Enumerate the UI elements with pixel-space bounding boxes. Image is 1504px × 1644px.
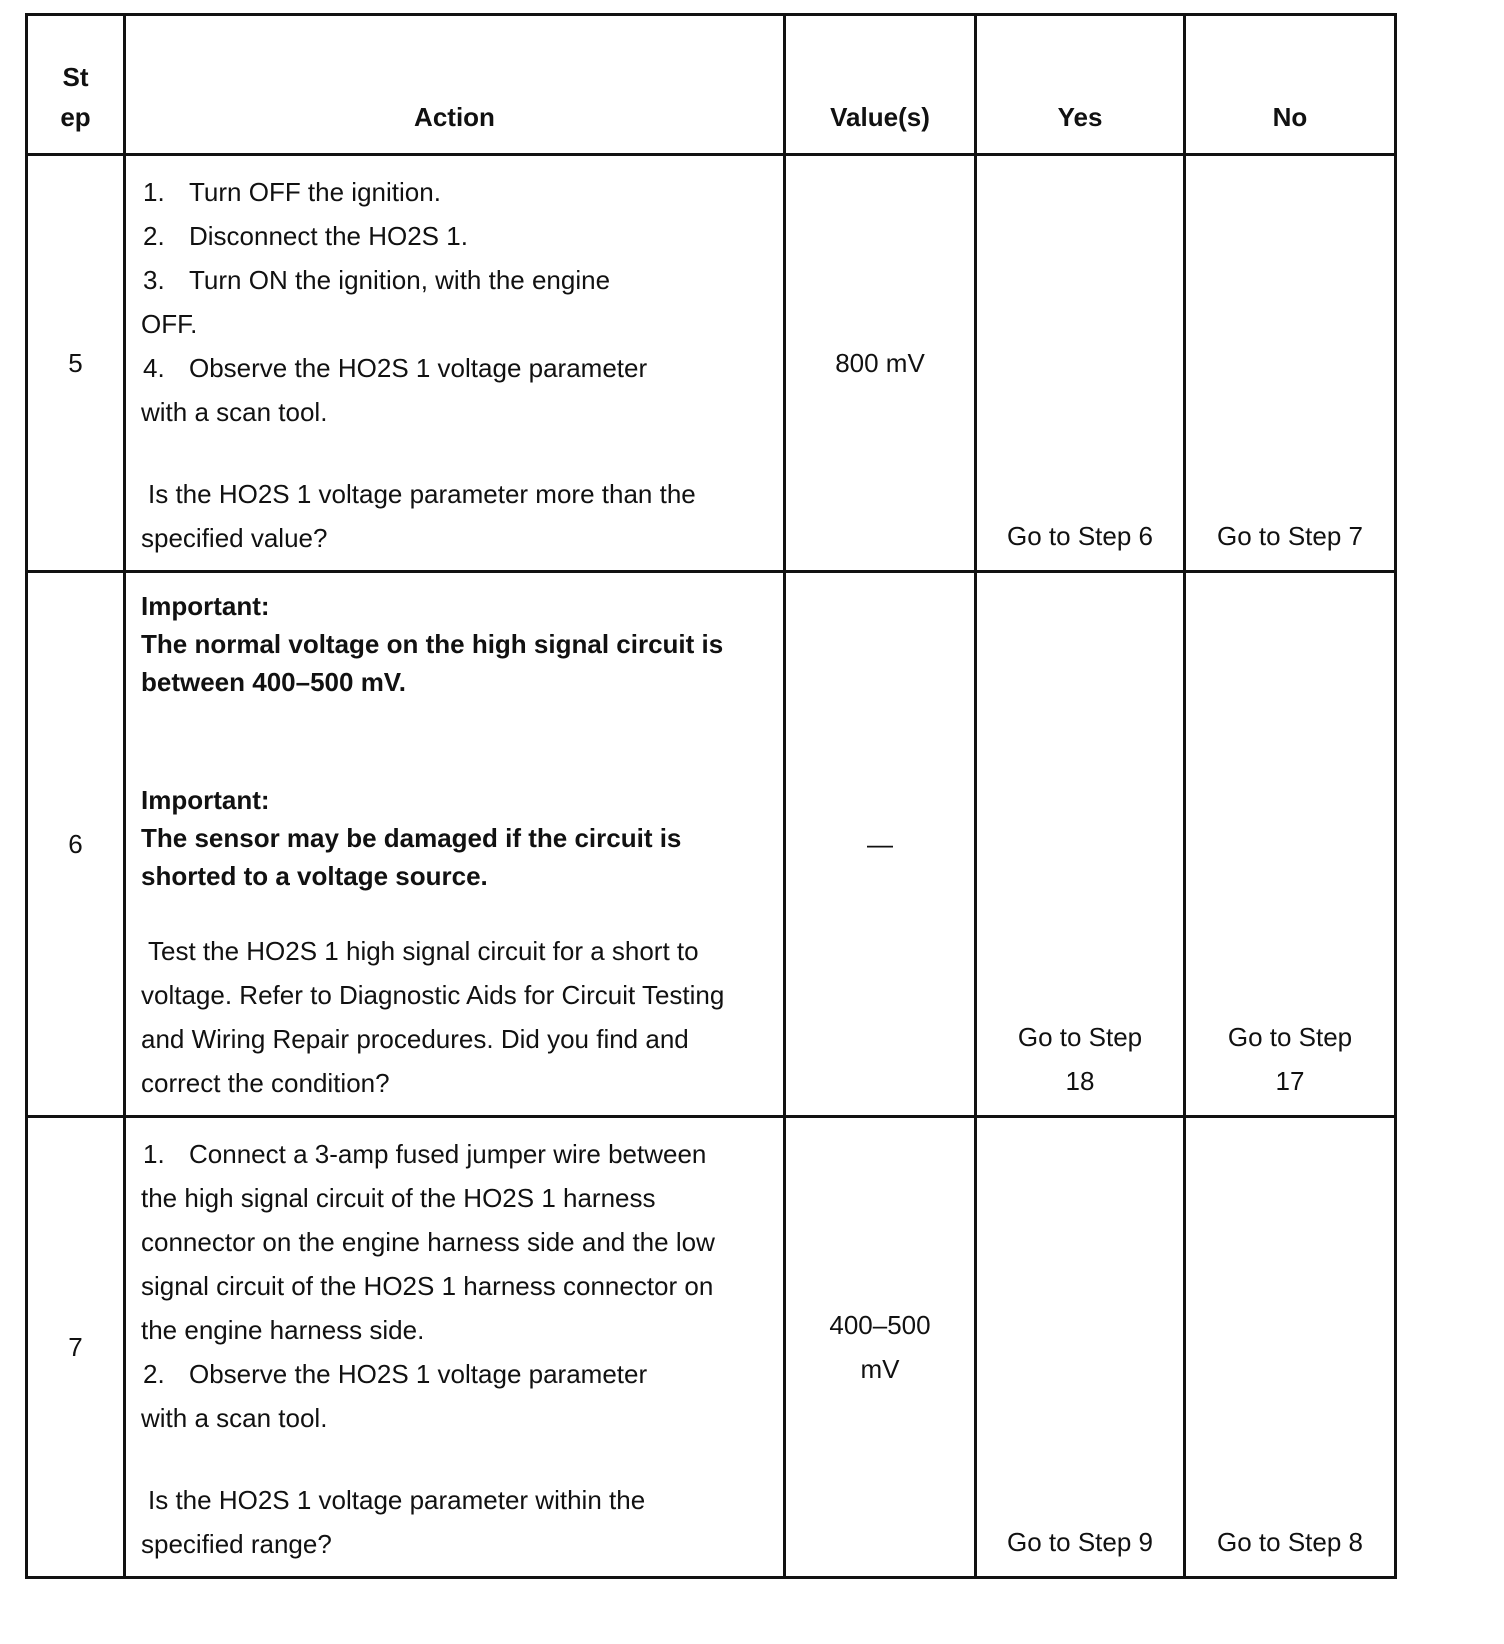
action-cell bbox=[125, 1117, 785, 1578]
header-no: No bbox=[1185, 15, 1396, 155]
question-line: specified value? bbox=[141, 523, 328, 553]
list-item bbox=[141, 1352, 767, 1396]
step-number: 5 bbox=[27, 155, 125, 572]
item-text: Observe the HO2S 1 voltage parameter bbox=[189, 1359, 648, 1389]
no-line2: 17 bbox=[1275, 1066, 1305, 1096]
important-label: Important: bbox=[141, 785, 270, 815]
spacer bbox=[141, 1440, 767, 1478]
list-item-cont: the high signal circuit of the HO2S 1 harness bbox=[141, 1183, 656, 1213]
item-number: 4. bbox=[143, 353, 165, 383]
header-values: Value(s) bbox=[785, 15, 976, 155]
action-cell bbox=[125, 572, 785, 1117]
list-item-cont: connector on the engine harness side and the low bbox=[141, 1227, 715, 1257]
item-number: 1. bbox=[143, 177, 165, 207]
table-row bbox=[27, 572, 1396, 1117]
value-line2: mV bbox=[860, 1354, 900, 1384]
question-line: Is the HO2S 1 voltage parameter within the bbox=[148, 1485, 646, 1515]
yes-line2: 18 bbox=[1065, 1066, 1095, 1096]
yes-cell: Go to Step 6 bbox=[976, 155, 1185, 572]
value-cell: — bbox=[785, 572, 976, 1117]
action-text: and Wiring Repair procedures. Did you find and bbox=[141, 1024, 689, 1054]
important-text: The normal voltage on the high signal circuit is bbox=[141, 629, 724, 659]
question-line: Is the HO2S 1 voltage parameter more than the bbox=[148, 479, 696, 509]
important-label: Important: bbox=[141, 591, 270, 621]
list-item-cont: OFF. bbox=[141, 309, 198, 339]
list-item-cont: with a scan tool. bbox=[141, 1403, 328, 1433]
header-step-line2: ep bbox=[60, 102, 91, 132]
list-item bbox=[141, 170, 767, 214]
header-step bbox=[27, 15, 125, 155]
list-item bbox=[141, 214, 767, 258]
action-cell bbox=[125, 155, 785, 572]
header-yes: Yes bbox=[976, 15, 1185, 155]
value-cell bbox=[785, 1117, 976, 1578]
action-text: voltage. Refer to Diagnostic Aids for Circuit Testing bbox=[141, 980, 725, 1010]
item-text: Turn OFF the ignition. bbox=[189, 177, 441, 207]
important-text: The sensor may be damaged if the circuit is bbox=[141, 823, 682, 853]
diagnostic-table bbox=[25, 13, 1397, 1579]
spacer bbox=[141, 701, 767, 781]
item-number: 2. bbox=[143, 221, 165, 251]
no-cell bbox=[1185, 572, 1396, 1117]
value-cell: 800 mV bbox=[785, 155, 976, 572]
item-text: Disconnect the HO2S 1. bbox=[189, 221, 468, 251]
item-text: Turn ON the ignition, with the engine bbox=[189, 265, 611, 295]
list-item bbox=[141, 346, 767, 390]
value-line1: 400–500 bbox=[829, 1310, 931, 1340]
list-item-cont: the engine harness side. bbox=[141, 1315, 425, 1345]
no-cell: Go to Step 7 bbox=[1185, 155, 1396, 572]
item-text: Observe the HO2S 1 voltage parameter bbox=[189, 353, 648, 383]
action-text: Test the HO2S 1 high signal circuit for a short to bbox=[148, 936, 699, 966]
header-action: Action bbox=[125, 15, 785, 155]
step-number: 7 bbox=[27, 1117, 125, 1578]
item-text: Connect a 3-amp fused jumper wire between bbox=[189, 1139, 707, 1169]
list-item bbox=[141, 258, 767, 302]
action-text: correct the condition? bbox=[141, 1068, 390, 1098]
list-item-cont: signal circuit of the HO2S 1 harness connector on bbox=[141, 1271, 714, 1301]
yes-line1: Go to Step bbox=[1017, 1022, 1143, 1052]
table-row bbox=[27, 1117, 1396, 1578]
yes-cell: Go to Step 9 bbox=[976, 1117, 1185, 1578]
no-cell: Go to Step 8 bbox=[1185, 1117, 1396, 1578]
item-number: 3. bbox=[143, 265, 165, 295]
important-text: shorted to a voltage source. bbox=[141, 861, 488, 891]
spacer bbox=[141, 434, 767, 472]
list-item bbox=[141, 1132, 767, 1176]
table-row bbox=[27, 155, 1396, 572]
step-number: 6 bbox=[27, 572, 125, 1117]
header-row bbox=[27, 15, 1396, 155]
no-line1: Go to Step bbox=[1227, 1022, 1353, 1052]
yes-cell bbox=[976, 572, 1185, 1117]
header-step-line1: St bbox=[62, 62, 89, 92]
question-line: specified range? bbox=[141, 1529, 332, 1559]
list-item-cont: with a scan tool. bbox=[141, 397, 328, 427]
spacer bbox=[141, 895, 767, 929]
item-number: 1. bbox=[143, 1139, 165, 1169]
important-text: between 400–500 mV. bbox=[141, 667, 406, 697]
item-number: 2. bbox=[143, 1359, 165, 1389]
